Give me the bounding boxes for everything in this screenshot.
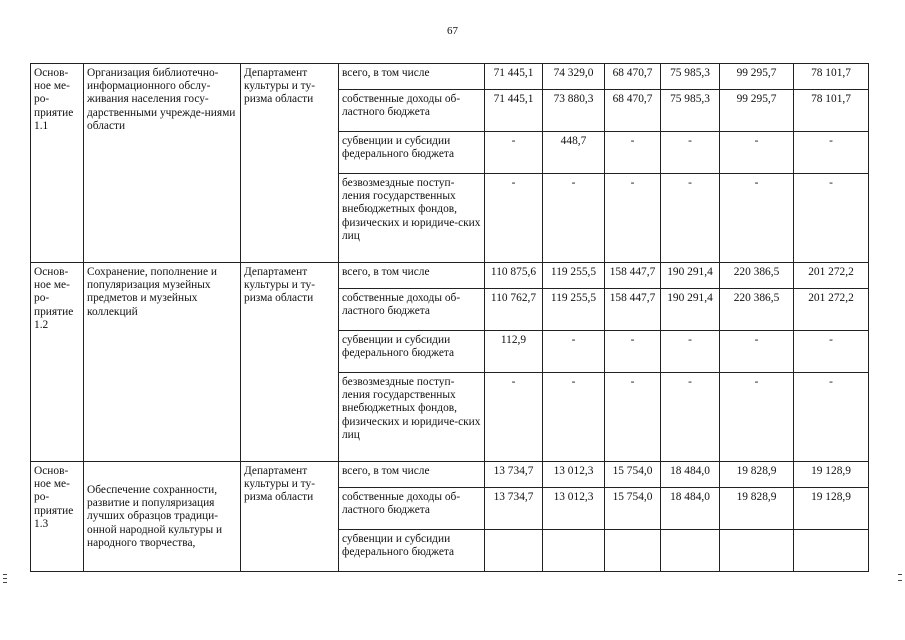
activity-name-cell: Организация библиотечно-информационного обслу-живания населения госу-дарственными учрежде-ниями области bbox=[84, 64, 241, 263]
scan-mark bbox=[3, 574, 7, 575]
funding-source-cell: всего, в том числе bbox=[339, 64, 485, 90]
funding-source-cell: собственные доходы об-ластного бюджета bbox=[339, 289, 485, 331]
value-cell: - bbox=[794, 132, 869, 174]
value-cell: 110 875,6 bbox=[485, 263, 543, 289]
value-cell bbox=[485, 530, 543, 572]
table-row bbox=[31, 462, 869, 488]
value-cell bbox=[720, 530, 794, 572]
value-cell: 68 470,7 bbox=[605, 90, 661, 132]
value-cell: 19 128,9 bbox=[794, 462, 869, 488]
value-cell: 220 386,5 bbox=[720, 289, 794, 331]
value-cell: 19 828,9 bbox=[720, 488, 794, 530]
value-cell: - bbox=[720, 331, 794, 373]
executor-cell: Департамент культуры и ту-ризма области bbox=[241, 64, 339, 263]
table-row bbox=[31, 263, 869, 289]
value-cell: 71 445,1 bbox=[485, 90, 543, 132]
value-cell: 78 101,7 bbox=[794, 90, 869, 132]
funding-source-cell: всего, в том числе bbox=[339, 462, 485, 488]
activity-name-cell: Обеспечение сохранности, развитие и популяризация лучших образцов традици-онной народной культуры и народного творчества, bbox=[84, 462, 241, 572]
funding-source-cell: собственные доходы об-ластного бюджета bbox=[339, 90, 485, 132]
value-cell: - bbox=[661, 373, 720, 462]
value-cell: 19 828,9 bbox=[720, 462, 794, 488]
value-cell: 15 754,0 bbox=[605, 488, 661, 530]
value-cell: 110 762,7 bbox=[485, 289, 543, 331]
page-number: 67 bbox=[447, 25, 458, 37]
value-cell: - bbox=[661, 331, 720, 373]
value-cell: - bbox=[661, 174, 720, 263]
value-cell: - bbox=[605, 174, 661, 263]
value-cell: 448,7 bbox=[543, 132, 605, 174]
value-cell: 18 484,0 bbox=[661, 488, 720, 530]
value-cell: 71 445,1 bbox=[485, 64, 543, 90]
value-cell: - bbox=[720, 373, 794, 462]
value-cell: - bbox=[485, 174, 543, 263]
value-cell bbox=[605, 530, 661, 572]
value-cell: 201 272,2 bbox=[794, 289, 869, 331]
value-cell: 13 012,3 bbox=[543, 462, 605, 488]
value-cell: 13 734,7 bbox=[485, 462, 543, 488]
value-cell: - bbox=[605, 331, 661, 373]
value-cell: 75 985,3 bbox=[661, 64, 720, 90]
activity-code-cell: Основ-ное ме-ро-приятие 1.3 bbox=[31, 462, 84, 572]
value-cell: 99 295,7 bbox=[720, 64, 794, 90]
value-cell: 19 128,9 bbox=[794, 488, 869, 530]
value-cell: 74 329,0 bbox=[543, 64, 605, 90]
funding-source-cell: собственные доходы об-ластного бюджета bbox=[339, 488, 485, 530]
value-cell: - bbox=[720, 132, 794, 174]
activity-code-cell: Основ-ное ме-ро-приятие 1.2 bbox=[31, 263, 84, 462]
value-cell: 15 754,0 bbox=[605, 462, 661, 488]
value-cell bbox=[543, 530, 605, 572]
funding-source-cell: субвенции и субсидии федерального бюджета bbox=[339, 331, 485, 373]
value-cell: - bbox=[794, 331, 869, 373]
value-cell: - bbox=[794, 174, 869, 263]
value-cell: - bbox=[543, 331, 605, 373]
value-cell: 158 447,7 bbox=[605, 289, 661, 331]
scan-mark bbox=[898, 580, 902, 581]
value-cell: 190 291,4 bbox=[661, 263, 720, 289]
value-cell: - bbox=[605, 132, 661, 174]
value-cell: 119 255,5 bbox=[543, 263, 605, 289]
value-cell: 13 012,3 bbox=[543, 488, 605, 530]
executor-cell: Департамент культуры и ту-ризма области bbox=[241, 263, 339, 462]
funding-source-cell: безвозмездные поступ-ления государственных внебюджетных фондов, физических и юридиче-ских лиц bbox=[339, 373, 485, 462]
value-cell bbox=[661, 530, 720, 572]
activity-code-cell: Основ-ное ме-ро-приятие 1.1 bbox=[31, 64, 84, 263]
funding-source-cell: безвозмездные поступ-ления государственных внебюджетных фондов, физических и юридиче-ских лиц bbox=[339, 174, 485, 263]
value-cell: - bbox=[605, 373, 661, 462]
value-cell: - bbox=[543, 174, 605, 263]
table-row bbox=[31, 64, 869, 90]
funding-source-cell: субвенции и субсидии федерального бюджета bbox=[339, 132, 485, 174]
value-cell: 119 255,5 bbox=[543, 289, 605, 331]
scan-mark bbox=[3, 582, 7, 583]
value-cell: 18 484,0 bbox=[661, 462, 720, 488]
value-cell: 99 295,7 bbox=[720, 90, 794, 132]
funding-source-cell: субвенции и субсидии федерального бюджета bbox=[339, 530, 485, 572]
value-cell: 190 291,4 bbox=[661, 289, 720, 331]
funding-source-cell: всего, в том числе bbox=[339, 263, 485, 289]
value-cell: - bbox=[661, 132, 720, 174]
value-cell: - bbox=[794, 373, 869, 462]
scan-mark bbox=[898, 574, 902, 575]
executor-cell: Департамент культуры и ту-ризма области bbox=[241, 462, 339, 572]
scan-mark bbox=[3, 578, 7, 579]
value-cell bbox=[794, 530, 869, 572]
value-cell: 75 985,3 bbox=[661, 90, 720, 132]
budget-table bbox=[30, 63, 869, 572]
value-cell: 158 447,7 bbox=[605, 263, 661, 289]
activity-name-cell: Сохранение, пополнение и популяризация музейных предметов и музейных коллекций bbox=[84, 263, 241, 462]
value-cell: - bbox=[485, 373, 543, 462]
value-cell: - bbox=[543, 373, 605, 462]
value-cell: 73 880,3 bbox=[543, 90, 605, 132]
value-cell: 13 734,7 bbox=[485, 488, 543, 530]
value-cell: 220 386,5 bbox=[720, 263, 794, 289]
value-cell: 201 272,2 bbox=[794, 263, 869, 289]
value-cell: 78 101,7 bbox=[794, 64, 869, 90]
value-cell: 68 470,7 bbox=[605, 64, 661, 90]
value-cell: - bbox=[720, 174, 794, 263]
value-cell: - bbox=[485, 132, 543, 174]
value-cell: 112,9 bbox=[485, 331, 543, 373]
